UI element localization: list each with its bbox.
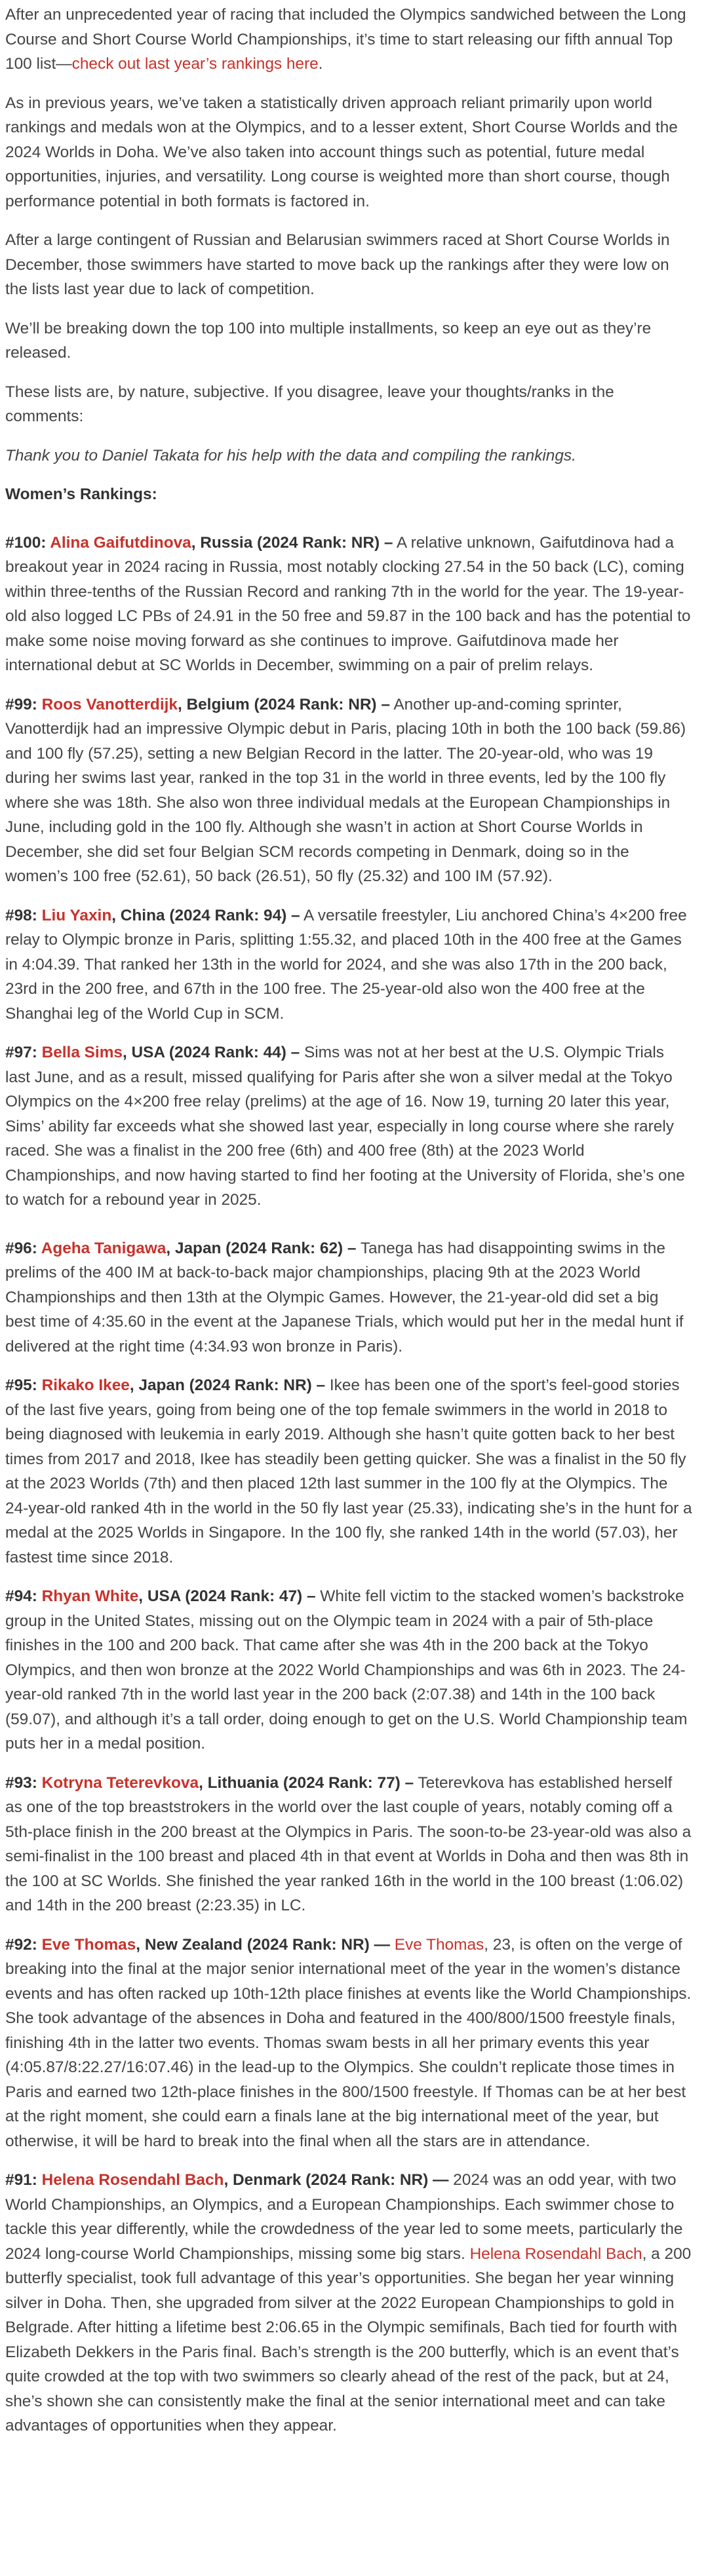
- ranking-entry: [5, 1933, 692, 2154]
- entry-meta: , Japan (2024 Rank: 62) –: [166, 1239, 357, 1257]
- rank-number: #91:: [5, 2171, 42, 2189]
- entry-meta: , New Zealand (2024 Rank: NR) —: [136, 1935, 390, 1954]
- swimmer-name-link[interactable]: Kotryna Teterevkova: [41, 1773, 199, 1792]
- entry-meta: , Lithuania (2024 Rank: 77) –: [199, 1773, 414, 1792]
- swimmer-name-link[interactable]: Rhyan White: [41, 1587, 139, 1605]
- rank-number: #96:: [5, 1239, 41, 1257]
- swimmer-name-link[interactable]: Bella Sims: [41, 1044, 123, 1061]
- entry-meta: , Denmark (2024 Rank: NR) —: [224, 2171, 449, 2189]
- entry-body: A versatile freestyler, Liu anchored China’s 4×200 free relay to Olympic bronze in Paris, splitting 1:55.32, and placed 10th in the 400 free at the Games in 4:04.39. That ranked her 13th in the world for 2024, and she was also 17th in the 200 back, 23rd in the 200 free, and 67th in the 100 free. The 25-year-old also won the 400 free at the Shanghai leg of the World Cup in SCM.: [5, 906, 687, 1023]
- intro-text: After an unprecedented year of racing that included the Olympics sandwiched between the Long Course and Short Course World Championships, it’s time to start releasing our fifth annual Top 100 list—: [5, 6, 686, 73]
- entry-body: Tanega has had disappointing swims in the prelims of the 400 IM at back-to-back major championships, placing 9th at the 2023 World Championships and then 13th at the Olympic Games. However, the 21-year-old did set a big best time of 4:35.60 in the event at the Japanese Trials, which would put her in the medal hunt if delivered at the right time (4:34.93 won bronze in Paris).: [5, 1239, 684, 1355]
- intro-paragraph-1: [5, 3, 692, 77]
- acknowledgement: Thank you to Daniel Takata for his help with the data and compiling the rankings.: [5, 446, 576, 464]
- rank-number: #100:: [5, 533, 50, 552]
- ranking-entry: [5, 1771, 692, 1918]
- entry-body: A relative unknown, Gaifutdinova had a breakout year in 2024 racing in Russia, most notably clocking 27.54 in the 50 back (LC), coming within three-tenths of the Russian Record and ranking 7th in the world for the year. The 19-year-old also logged LC PBs of 24.91 in the 50 free and 59.87 in the 100 back and has the potential to make some noise moving forward as she continues to improve. Gaifutdinova made her international debut at SC Worlds in December, swimming on a pair of prelim relays.: [5, 533, 691, 674]
- rank-number: #97:: [5, 1044, 42, 1061]
- intro-period: .: [318, 55, 323, 73]
- section-title: Women’s Rankings:: [5, 485, 157, 503]
- ranking-entry: [5, 1236, 692, 1359]
- ranking-entry: [5, 692, 692, 889]
- ranking-entry: [5, 2168, 692, 2438]
- swimmer-name-link[interactable]: Eve Thomas: [41, 1935, 136, 1954]
- entry-meta: , USA (2024 Rank: 47) –: [138, 1587, 316, 1605]
- rank-number: #92:: [5, 1935, 42, 1954]
- entry-meta: , China (2024 Rank: 94) –: [111, 906, 300, 924]
- swimmer-name-link[interactable]: Helena Rosendahl Bach: [41, 2171, 224, 2189]
- entry-body: White fell victim to the stacked women’s backstroke group in the United States, missing out on the Olympic team in 2024 with a pair of 5th-place finishes in the 100 and 200 back. That came after she was 4th in the 200 back at the Tokyo Olympics, and then won bronze at the 2022 World Championships and was 6th in 2023. The 24-year-old ranked 7th in the world last year in the 200 back (2:07.38) and 14th in the 100 back (59.07), and although it’s a tall order, doing enough to get on the U.S. World Championship team puts her in a medal position.: [5, 1587, 688, 1752]
- last-year-rankings-link[interactable]: check out last year’s rankings here: [71, 55, 319, 73]
- swimmer-inline-link[interactable]: Eve Thomas: [394, 1935, 484, 1954]
- entry-meta: , USA (2024 Rank: 44) –: [122, 1044, 300, 1061]
- swimmer-name-link[interactable]: Roos Vanotterdijk: [41, 695, 178, 713]
- rank-number: #98:: [5, 906, 42, 924]
- entry-meta: , Russia (2024 Rank: NR) –: [191, 533, 393, 552]
- ranking-entry: [5, 1040, 692, 1213]
- rank-number: #95:: [5, 1376, 42, 1394]
- intro-paragraph-5: These lists are, by nature, subjective. If you disagree, leave your thoughts/ranks in the comments:: [5, 383, 614, 425]
- swimmer-name-link[interactable]: Alina Gaifutdinova: [50, 533, 191, 552]
- entry-body: Teterevkova has established herself as one of the top breaststrokers in the world over the last couple of years, notably coming off a 5th-place finish in the 200 breast at the Olympics in Paris. The soon-to-be 23-year-old was also a semi-finalist in the 100 breast and placed 4th in that event at Worlds in Doha and then was 8th in the 100 at SC Worlds. She finished the year ranked 16th in the world in the 100 breast (1:06.02) and 14th in the 200 breast (2:23.35) in LC.: [5, 1773, 692, 1914]
- ranking-entry: [5, 531, 692, 678]
- entry-body: , a 200 butterfly specialist, took full advantage of this year’s opportunities. She began her year winning silver in Doha. Then, she upgraded from silver at the 2022 European Championships to gold in Belgrade. After hitting a lifetime best 2:06.65 in the Olympic semifinals, Bach tied for fourth with Elizabeth Dekkers in the Paris final. Bach’s strength is the 200 butterfly, which is an event that’s quite crowded at the top with two swimmers so clearly ahead of the rest of the pack, but at 24, she’s shown she can consistently make the final at the senior international meet and can take advantages of opportunities when they appear.: [5, 2245, 692, 2434]
- rank-number: #93:: [5, 1773, 42, 1792]
- entry-body: , 23, is often on the verge of breaking into the final at the major senior international meet of the year in the women’s distance events and has often racked up 10th-12th place finishes at events like the World Championships. She took advantage of the absences in Doha and featured in the 400/800/1500 freestyle finals, finishing 4th in the latter two events. Thomas swam bests in all her primary events this year (4:05.87/8:22.27/16:07.46) in the lead-up to the Olympics. She couldn’t replicate those times in Paris and earned two 12th-place finishes in the 800/1500 freestyle. If Thomas can be at her best at the right moment, she could earn a finals lane at the big international meet of the year, but otherwise, it will be hard to break into the final when all the stars are in attendance.: [5, 1935, 692, 2150]
- ranking-entry: [5, 1373, 692, 1570]
- intro-paragraph-2: As in previous years, we’ve taken a statistically driven approach reliant primarily upon world rankings and medals won at the Olympics, and to a lesser extent, Short Course Worlds and the 2024 Worlds in Doha. We’ve also taken into account things such as potential, future medal opportunities, injuries, and versatility. Long course is weighted more than short course, though performance potential in both formats is factored in.: [5, 94, 678, 210]
- entry-body: Ikee has been one of the sport’s feel-good stories of the last five years, going from being one of the top female swimmers in the world in 2018 to being diagnosed with leukemia in early 2019. Although she hasn’t quite gotten back to her best times from 2017 and 2018, Ikee has steadily been getting quicker. She was a finalist in the 50 fly at the 2023 Worlds (7th) and then placed 12th last summer in the 100 fly at the Olympics. The 24-year-old ranked 4th in the world in the 50 fly last year (25.33), indicating she’s in the hunt for a medal at the 2025 Worlds in Singapore. In the 100 fly, she ranked 14th in the world (57.03), her fastest time since 2018.: [5, 1376, 692, 1566]
- rank-number: #99:: [5, 695, 42, 713]
- swimmer-name-link[interactable]: Liu Yaxin: [41, 906, 112, 924]
- entry-meta: , Japan (2024 Rank: NR) –: [129, 1376, 326, 1394]
- swimmer-name-link[interactable]: Rikako Ikee: [41, 1376, 130, 1394]
- swimmer-inline-link[interactable]: Helena Rosendahl Bach: [469, 2245, 642, 2263]
- entry-body: Another up-and-coming sprinter, Vanotterdijk had an impressive Olympic debut in Paris, placing 10th in both the 100 back (59.86) and 100 fly (57.25), setting a new Belgian Record in the latter. The 20-year-old, who was 19 during her swims last year, ranked in the top 31 in the world in three events, led by the 100 fly where she was 18th. She also won three individual medals at the European Championships in June, including gold in the 100 fly. Although she wasn’t in action at Short Course Worlds in December, she did set four Belgian SCM records competing in Denmark, doing so in the women’s 100 free (52.61), 50 back (26.51), 50 fly (25.32) and 100 IM (57.92).: [5, 695, 686, 885]
- intro-paragraph-3: After a large contingent of Russian and Belarusian swimmers raced at Short Course Worlds in December, those swimmers have started to move back up the rankings after they were low on the lists last year due to lack of competition.: [5, 231, 670, 298]
- rank-number: #94:: [5, 1587, 42, 1605]
- spacer: [5, 1227, 692, 1236]
- entry-body: Sims was not at her best at the U.S. Olympic Trials last June, and as a result, missed qualifying for Paris after she won a silver medal at the Tokyo Olympics on the 4×200 free relay (prelims) at the age of 16. Now 19, turning 20 later this year, Sims’ ability far exceeds what she showed last year, especially in long course where she rarely raced. She was a finalist in the 200 free (6th) and 400 free (8th) at the 2023 World Championships, and now having started to find her footing at the University of Florida, she’s one to watch for a rebound year in 2025.: [5, 1044, 685, 1209]
- intro-paragraph-4: We’ll be breaking down the top 100 into multiple installments, so keep an eye out as they’re released.: [5, 319, 652, 362]
- swimmer-name-link[interactable]: Ageha Tanigawa: [41, 1239, 167, 1257]
- ranking-entry: [5, 1584, 692, 1756]
- entry-body-intro: 2024 was an odd year, with two World Championships, an Olympics, and a European Championships. Each swimmer chose to tackle this year differently, while the crowdedness of the year led to some meets, particularly the 2024 long-course World Championships, missing some big stars.: [5, 2171, 683, 2263]
- ranking-entry: [5, 903, 692, 1027]
- entry-meta: , Belgium (2024 Rank: NR) –: [177, 695, 390, 713]
- spacer: [5, 521, 692, 531]
